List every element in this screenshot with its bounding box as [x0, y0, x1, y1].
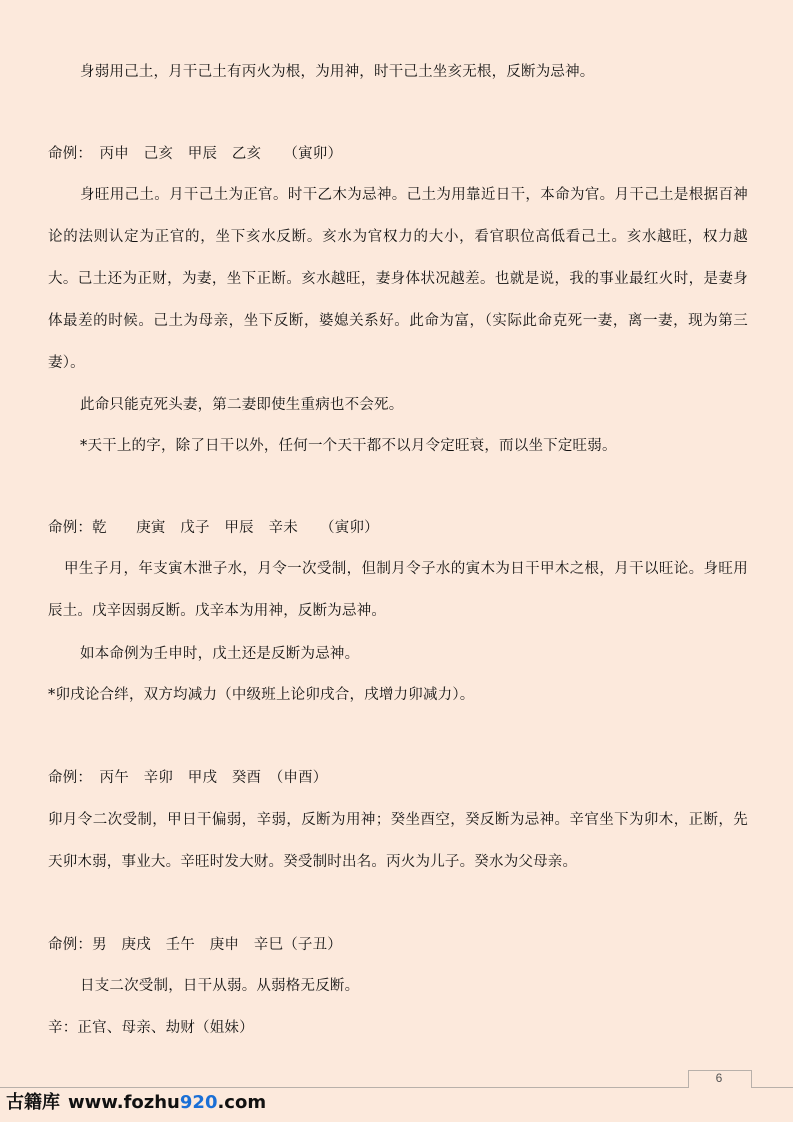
paragraph-5: 如本命例为壬申时，戊土还是反断为忌神。	[80, 646, 360, 662]
paragraph-3: 此命只能克死头妻，第二妻即使生重病也不会死。	[80, 397, 404, 413]
case-heading-2: 命例：乾 庚寅 戊子 甲辰 辛未 （寅卯）	[48, 520, 379, 536]
case-heading-3: 命例： 丙午 辛卯 甲戌 癸酉 （申酉）	[48, 770, 328, 786]
site-watermark	[6, 1090, 266, 1116]
page-number: 6	[715, 1071, 723, 1085]
paragraph-2: 身旺用己土。月干己土为正官。时干乙木为忌神。己土为用靠近日干，本命为官。月干己土是根据百神论的法则认定为正官的，坐下亥水反断。亥水为官权力的大小，看官职位高低看己土。亥水越旺，权力越大。己土还为正财，为妻，坐下正断。亥水越旺，妻身体状况越差。也就是说，我的事业最红火时，是妻身体最差的时候。己土为母亲，坐下反断，婆媳关系好。此命为富，（实际此命克死一妻，离一妻，现为第三妻）。	[48, 187, 748, 371]
site-url-prefix: www.fozhu	[68, 1092, 180, 1113]
case-heading-1: 命例： 丙申 己亥 甲辰 乙亥 （寅卯）	[48, 146, 343, 162]
note-1: *天干上的字，除了日干以外，任何一个天干都不以月令定旺衰，而以坐下定旺弱。	[80, 438, 617, 454]
paragraph-4: 甲生子月，年支寅木泄子水，月令一次受制，但制月令子水的寅木为日干甲木之根，月干以旺论。身旺用辰土。戊辛因弱反断。戊辛本为用神，反断为忌神。	[48, 561, 748, 619]
footer-divider	[0, 1087, 793, 1088]
paragraph-8: 辛：正官、母亲、劫财（姐妹）	[48, 1020, 254, 1036]
site-url-number: 920	[179, 1092, 218, 1113]
site-name: 古籍库	[6, 1092, 60, 1113]
case-heading-4: 命例：男 庚戌 壬午 庚申 辛巳（子丑）	[48, 937, 342, 953]
paragraph-7: 日支二次受制，日干从弱。从弱格无反断。	[80, 978, 360, 994]
note-2: *卯戌论合绊，双方均减力（中级班上论卯戌合，戌增力卯减力）。	[48, 687, 475, 703]
paragraph-6: 卯月令二次受制，甲日干偏弱，辛弱，反断为用神；癸坐酉空，癸反断为忌神。辛官坐下为卯木，正断，先天卯木弱，事业大。辛旺时发大财。癸受制时出名。丙火为儿子。癸水为父母亲。	[48, 812, 748, 870]
paragraph-1: 身弱用己土，月干己土有丙火为根，为用神，时干己土坐亥无根，反断为忌神。	[80, 64, 595, 80]
site-url-suffix: .com	[217, 1092, 267, 1113]
